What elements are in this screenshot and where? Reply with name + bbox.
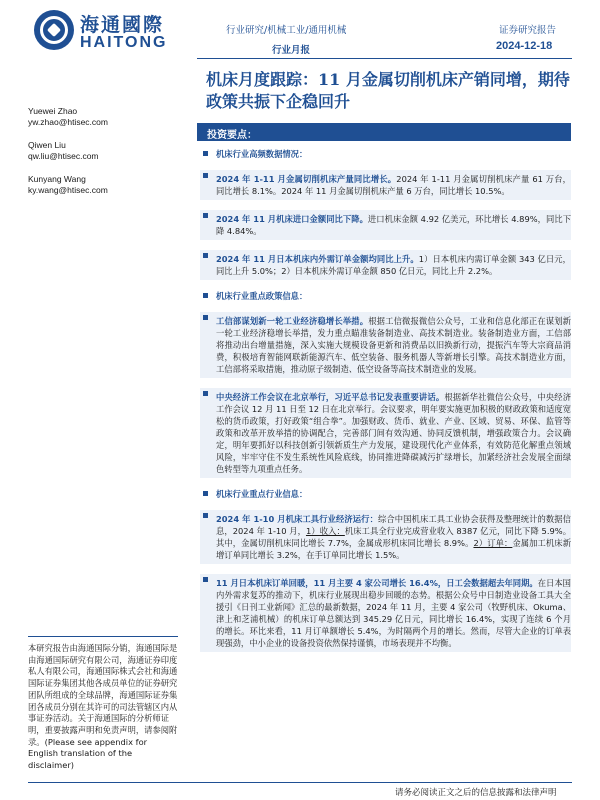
bullet-item	[200, 574, 571, 652]
header-divider	[197, 58, 572, 59]
item-text: 金属加工机床新增订单同比增长 3.2%，在手订单同比增长 1.5%。	[216, 538, 571, 560]
section-heading	[200, 290, 571, 302]
author-name: Kunyang Wang	[28, 174, 86, 184]
item-lead: 2024 年 1-11 月金属切削机床产量同比增长。	[216, 174, 397, 184]
author-list	[28, 106, 188, 208]
item-lead: 2024 年 1-10 月机床工具行业经济运行：	[216, 514, 378, 524]
item-text: 在日本国内外需求复苏的推动下，机床行业展现出稳步回暖的态势。根据公众号中日制造业设备工具大全援引《日刊工业新闻》汇总的最新数据，2024 年 11 月，主要 4 家公司（牧野机床、Okuma、津上和芝浦机械）的机床订单总额达到 345.29 亿日元，同比增长 16.4%，实现了连续 6 个月的增长。环比来看，11 月订单额增长 5.4%，为时隔两个月的增长。然而，尽管大企业的订单表现强劲，中小企业的设备投资依然保持谨慎，市场表现并不均衡。	[216, 578, 571, 648]
bullet-item	[200, 170, 571, 200]
breadcrumb: 行业研究/机械工业/通用机械	[226, 25, 347, 36]
item-lead: 2024 年 11 月日本机床内外需订单金额均同比上升。	[216, 254, 419, 264]
item-text: 根据工信微报微信公众号，工业和信息化部正在谋划新一轮工业经济稳增长举措，发力重点瞄准装备制造业、高技术制造业。装备制造业方面，工信部将推动出台增量措施，深入实施大规模设备更新和消费品以旧换新行动，提振汽车等大宗商品消费，积极培育智能网联新能源汽车、低空装备、服务机器人等新增长引擎。高技术制造业方面，工信部将采取措施，推动原子级制造、低空设备等高技术制造业的发展。	[216, 316, 571, 374]
report-header	[0, 0, 600, 64]
report-title: 机床月度跟踪：11 月金属切削机床产销同增，期待政策共振下企稳回升	[206, 70, 570, 111]
report-content	[200, 148, 571, 662]
footer-note: 请务必阅读正文之后的信息披露和法律声明	[395, 788, 557, 798]
author-name: Yuewei Zhao	[28, 106, 78, 116]
bullet-square-icon	[203, 213, 208, 218]
item-text: 2024 年 1-11 月金属切削机床产量 61 万台，同比增长 8.1%。2024 年 11 月金属切削机床产量 6 万台，同比增长 10.5%。	[216, 174, 571, 196]
section-heading-text: 机床行业重点政策信息：	[216, 291, 308, 301]
haitong-logo	[34, 8, 184, 54]
item-lead: 中央经济工作会议在北京举行，习近平总书记发表重要讲话。	[216, 392, 445, 402]
bullet-square-icon	[203, 577, 208, 582]
bullet-item	[200, 388, 571, 478]
item-lead: 11 月日本机床订单回暖，11 月主要 4 家公司增长 16.4%，日工会数据超去年同期。	[216, 578, 538, 588]
haitong-logo-icon	[34, 10, 74, 50]
author-name: Qiwen Liu	[28, 140, 66, 150]
report-date: 2024-12-18	[496, 40, 553, 52]
item-text: 综合中国机床工具工业协会获得及整理统计的数据信息，2024 年 1-10 月，	[216, 514, 571, 536]
section-heading	[200, 488, 571, 500]
footer-divider	[28, 782, 572, 783]
logo-english-name: HAITONG	[80, 34, 168, 51]
bullet-item	[200, 210, 571, 240]
author-email[interactable]: ky.wang@htisec.com	[28, 185, 108, 195]
bullet-square-icon	[203, 151, 208, 156]
author-email[interactable]: qw.liu@htisec.com	[28, 151, 99, 161]
bullet-square-icon	[203, 253, 208, 258]
item-lead: 工信部谋划新一轮工业经济稳增长举措。	[216, 316, 369, 326]
summary-label: 投资要点：	[207, 130, 257, 141]
section-heading-text: 机床行业重点行业信息：	[216, 489, 308, 499]
author-email[interactable]: yw.zhao@htisec.com	[28, 117, 108, 127]
author	[28, 140, 188, 162]
summary-bar	[197, 123, 571, 141]
item-text: 根据新华社微信公众号，中央经济工作会议 12 月 11 日至 12 日在北京举行。会议要求，明年要实施更加积极的财政政策和适度宽松的货币政策，打好政策“组合拳”。加强财政、货币、就业、产业、区域、贸易、环保、监管等政策和改革开放举措的协调配合，完善部门间有效沟通、协同反馈机制，增强政策合力。会议确定，明年要抓好以科技创新引领新质生产力发展，建设现代化产业体系，有效防范化解重点领域风险，牢牢守住不发生系统性风险底线，协同推进降碳减污扩绿增长，加紧经济社会发展全面绿色转型等九项重点任务。	[216, 392, 571, 474]
bullet-square-icon	[203, 173, 208, 178]
bullet-square-icon	[203, 315, 208, 320]
bullet-item	[200, 250, 571, 280]
logo-chinese-name: 海通國際	[80, 14, 165, 36]
bullet-item	[200, 510, 571, 564]
item-lead: 2024 年 11 月机床进口金额同比下降。	[216, 214, 368, 224]
section-heading	[200, 148, 571, 160]
author	[28, 106, 188, 128]
item-subhead-orders: 2）订单：	[473, 538, 513, 548]
item-subhead-income: 1）收入：	[305, 526, 345, 536]
bullet-item	[200, 312, 571, 378]
bullet-square-icon	[203, 513, 208, 518]
item-text: 进口机床金额 4.92 亿美元，环比增长 4.89%，同比下降 4.84%。	[216, 214, 571, 236]
section-heading-text: 机床行业高频数据情况：	[216, 149, 308, 159]
bullet-square-icon	[203, 293, 208, 298]
item-text: 机床工具全行业完成营业收入 8387 亿元，同比下降 5.9%。其中，金属切削机床同比增长 7.7%，金属成形机床同比增长 8.9%。	[216, 526, 572, 548]
bullet-square-icon	[203, 391, 208, 396]
item-text: 1）日本机床内需订单金额 343 亿日元，同比上升 5.0%；2）日本机床外需订单金额 850 亿日元，同比上升 2.2%。	[216, 254, 571, 276]
disclaimer-divider	[28, 636, 178, 637]
bullet-square-icon	[203, 491, 208, 496]
author	[28, 174, 188, 196]
report-label: 证券研究报告	[499, 25, 557, 36]
report-type: 行业月报	[272, 45, 311, 56]
disclaimer: 本研究报告由海通国际分销，海通国际是由海通国际研究有限公司，海通证券印度私人有限公司，海通国际株式会社和海通国际证券集团其他各成员单位的证券研究团队所组成的全球品牌，海通国际证券集团各成员分别在其许可的司法管辖区内从事证券活动。关于海通国际的分析师证明，重要披露声明和免责声明，请参阅附录。(Please see appendix for English translation of the disclaimer)	[28, 643, 178, 771]
